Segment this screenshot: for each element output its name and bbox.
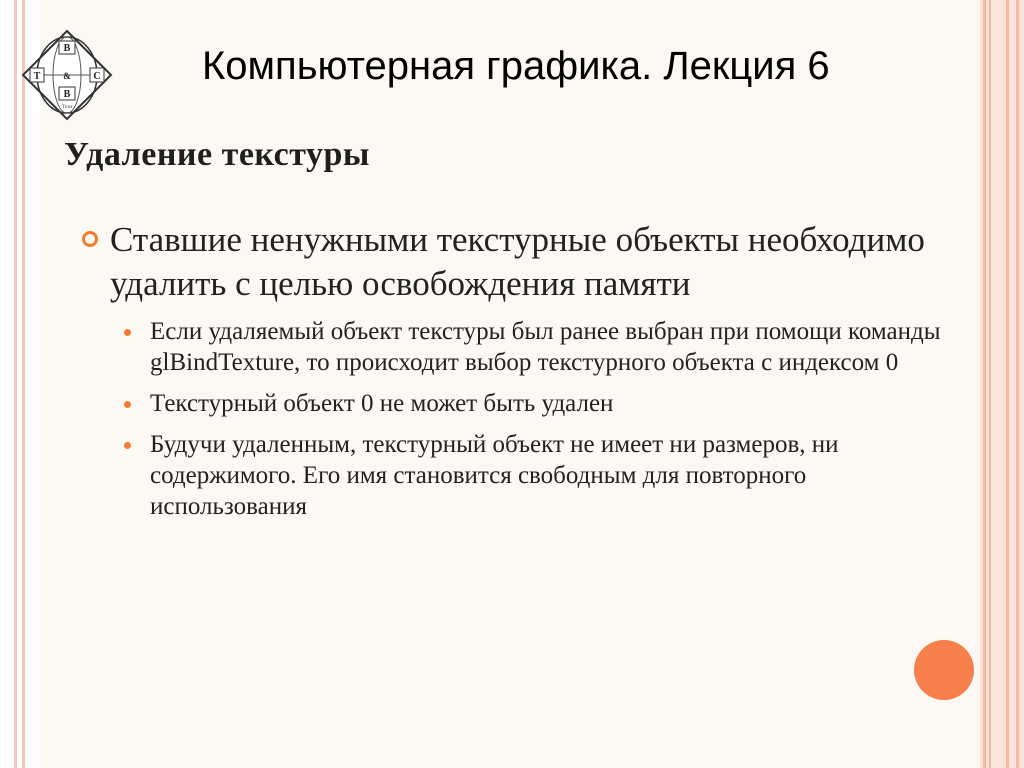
logo-letter-right: C <box>93 71 101 82</box>
logo-small-text: Trust <box>61 105 73 110</box>
sub-bullet-text: Будучи удаленным, текстурный объект не имеет ни размеров, ни содержимого. Его имя становится свободным для повторного использования <box>150 431 839 520</box>
logo-letter-left: T <box>33 71 41 82</box>
right-border-stripe <box>1016 0 1019 768</box>
hollow-circle-icon <box>82 231 98 247</box>
slide-title: Компьютерная графика. Лекция 6 <box>202 44 830 88</box>
logo-letter-top: B <box>63 43 71 54</box>
sub-bullet-item <box>76 429 956 522</box>
logo-ampersand: & <box>63 71 71 81</box>
sub-bullet-text: Текстурный объект 0 не может быть удален <box>150 390 614 417</box>
filled-dot-icon <box>124 442 131 449</box>
decorative-circle <box>914 640 974 700</box>
main-bullet-text: Ставшие ненужными текстурные объекты необходимо удалить с целью освобождения памяти <box>110 220 925 303</box>
right-border-stripe <box>989 0 991 768</box>
sub-bullet-item <box>76 388 956 419</box>
right-border-stripe <box>983 0 986 768</box>
right-border <box>980 0 1024 768</box>
filled-dot-icon <box>124 329 131 336</box>
filled-dot-icon <box>124 401 131 408</box>
logo-letter-bottom: B <box>63 89 71 100</box>
slide-content <box>76 218 956 532</box>
right-border-stripe <box>1006 0 1009 768</box>
left-border-stripe <box>14 0 17 768</box>
main-bullet-item <box>76 218 956 306</box>
sub-bullet-list <box>76 316 956 522</box>
section-heading: Удаление текстуры <box>64 136 370 173</box>
sub-bullet-text: Если удаляемый объект текстуры был ранее выбран при помощи команды glBindTexture, то происходит выбор текстурного объекта с индексом 0 <box>150 318 941 376</box>
diamond-globe-logo-icon <box>20 28 114 122</box>
sub-bullet-item <box>76 316 956 378</box>
